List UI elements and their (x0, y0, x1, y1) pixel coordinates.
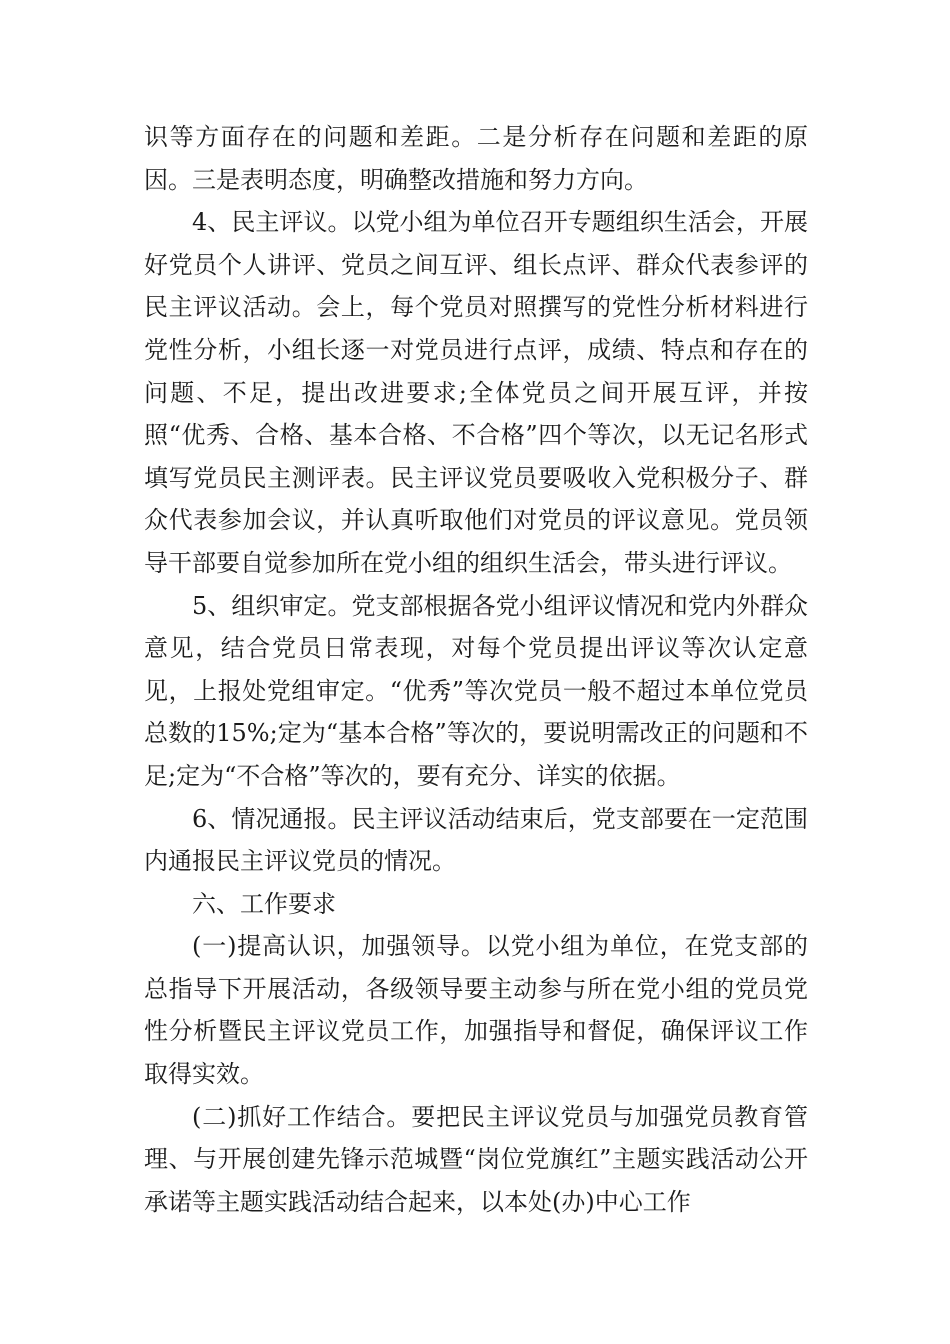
paragraph-organization-approval: 5、组织审定。党支部根据各党小组评议情况和党内外群众意见，结合党员日常表现，对每个党员提出评议等次认定意见，上报处党组审定。“优秀”等次党员一般不超过本单位党员总数的15%;定为“基本合格”等次的，要说明需改正的问题和不足;定为“不合格”等次的，要有充分、详实的依据。 (144, 591, 808, 790)
paragraph-continued-analysis: 识等方面存在的问题和差距。二是分析存在问题和差距的原因。三是表明态度，明确整改措施和努力方向。 (144, 123, 808, 194)
paragraph-combine-work: (二)抓好工作结合。要把民主评议党员与加强党员教育管理、与开展创建先锋示范城暨“岗位党旗红”主题实践活动公开承诺等主题实践活动结合起来，以本处(办)中心工作 (144, 1102, 808, 1216)
paragraph-situation-report: 6、情况通报。民主评议活动结束后，党支部要在一定范围内通报民主评议党员的情况。 (144, 804, 808, 876)
paragraph-raise-awareness: (一)提高认识，加强领导。以党小组为单位，在党支部的总指导下开展活动，各级领导要主动参与所在党小组的党员党性分析暨民主评议党员工作，加强指导和督促，确保评议工作取得实效。 (144, 932, 808, 1089)
section-heading-work-requirements: 六、工作要求 (192, 889, 336, 918)
document-body (144, 116, 808, 1223)
paragraph-democratic-review: 4、民主评议。以党小组为单位召开专题组织生活会，开展好党员个人讲评、党员之间互评、组长点评、群众代表参评的民主评议活动。会上，每个党员对照撰写的党性分析材料进行党性分析，小组长逐一对党员进行点评，成绩、特点和存在的问题、不足，提出改进要求;全体党员之间开展互评，并按照“优秀、合格、基本合格、不合格”四个等次，以无记名形式填写党员民主测评表。民主评议党员要吸收入党积极分子、群众代表参加会议，并认真听取他们对党员的评议意见。党员领导干部要自觉参加所在党小组的组织生活会，带头进行评议。 (144, 208, 808, 577)
